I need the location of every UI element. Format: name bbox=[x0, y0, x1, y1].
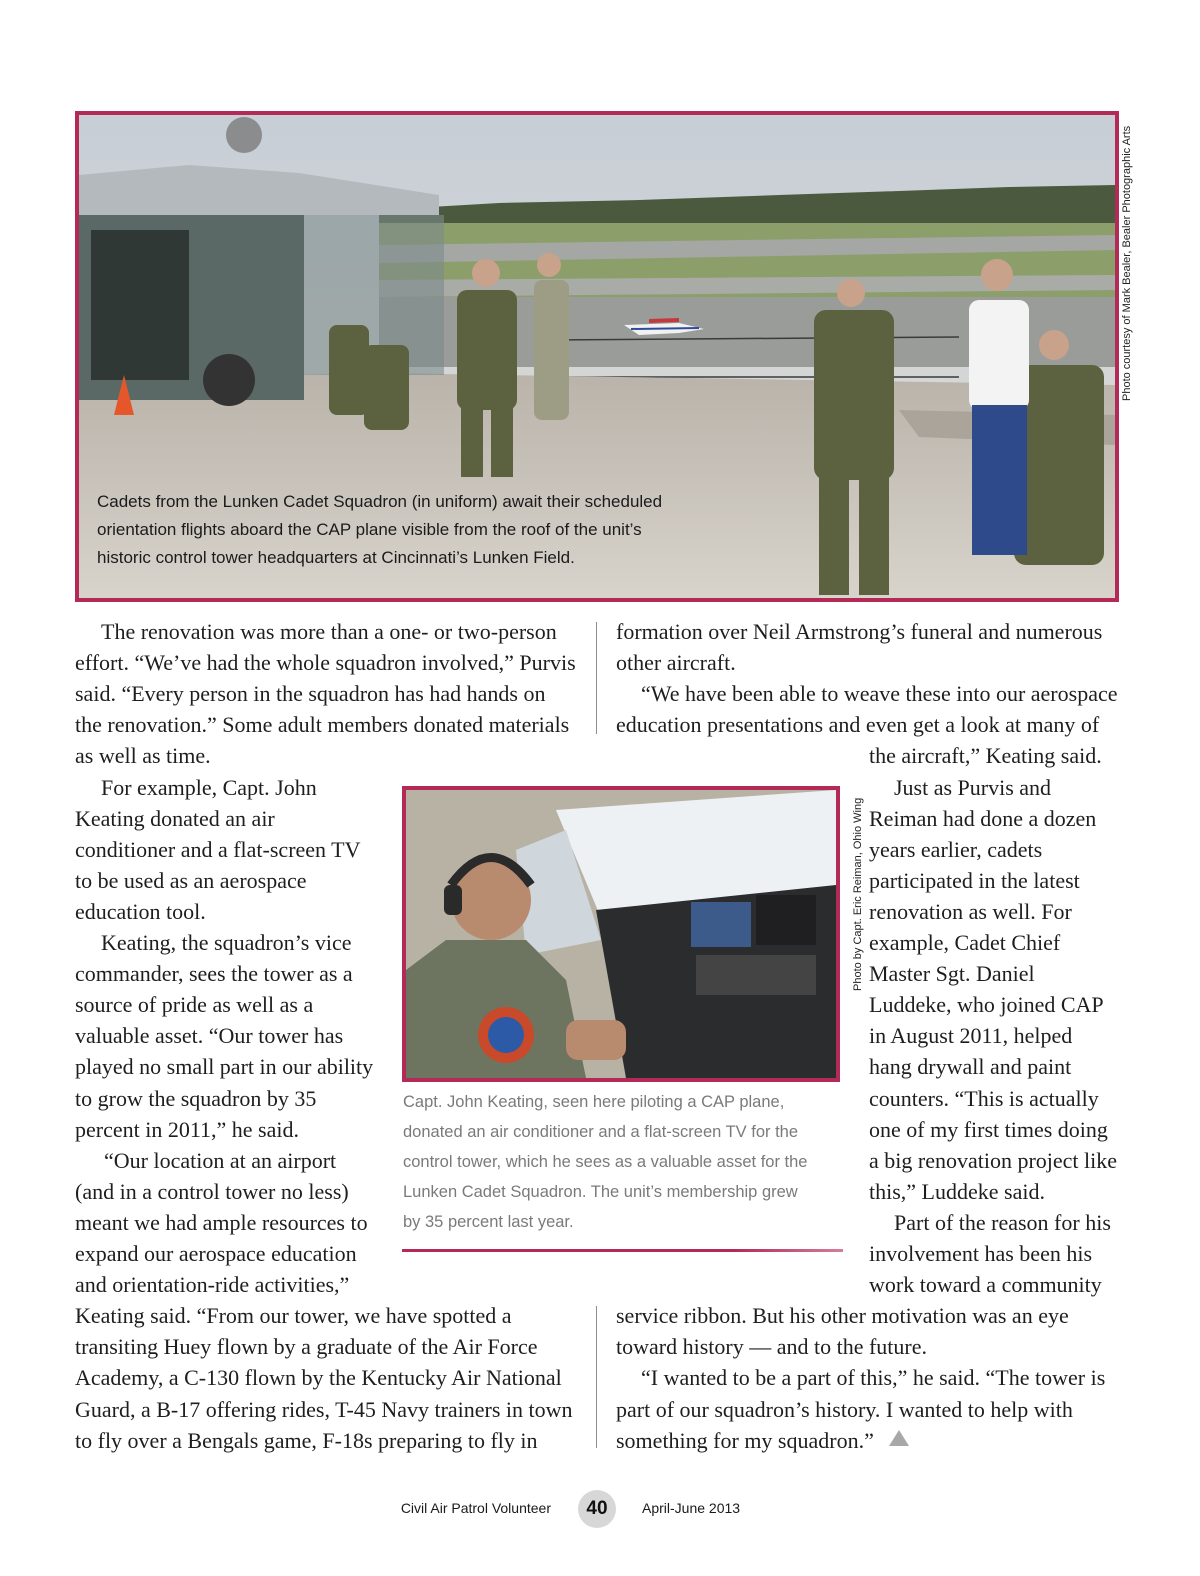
body-line: Keating said. “From our tower, we have spotted a bbox=[75, 1303, 512, 1328]
body-line: Just as Purvis and bbox=[894, 775, 1052, 800]
issue-date: April-June 2013 bbox=[642, 1500, 741, 1516]
body-line: to be used as an aerospace bbox=[75, 868, 307, 893]
publication-name: Civil Air Patrol Volunteer bbox=[400, 1500, 551, 1516]
column-divider bbox=[596, 1306, 597, 1448]
body-line: as well as time. bbox=[75, 743, 211, 768]
body-line: For example, Capt. John bbox=[101, 775, 317, 800]
body-line: toward history — and to the future. bbox=[616, 1334, 927, 1359]
body-line: “Our location at an airport bbox=[104, 1148, 337, 1173]
body-line: Keating donated an air bbox=[75, 806, 275, 831]
body-line: Keating, the squadron’s vice bbox=[101, 930, 352, 955]
body-line: Luddeke, who joined CAP bbox=[869, 992, 1104, 1017]
body-line: Master Sgt. Daniel bbox=[869, 961, 1035, 986]
body-line: renovation as well. For bbox=[869, 899, 1072, 924]
body-line: played no small part in our ability bbox=[75, 1054, 374, 1079]
body-line: percent in 2011,” he said. bbox=[75, 1117, 299, 1142]
body-line: work toward a community bbox=[869, 1272, 1102, 1297]
body-line: hang drywall and paint bbox=[869, 1054, 1072, 1079]
caption-line: by 35 percent last year. bbox=[403, 1213, 574, 1231]
body-line: formation over Neil Armstrong’s funeral and numerous bbox=[616, 619, 1103, 644]
inset-photo bbox=[402, 786, 840, 1082]
inset-photo-credit: Photo by Capt. Eric Reiman, Ohio Wing bbox=[852, 797, 864, 991]
body-line: “I wanted to be a part of this,” he said. “The tower is bbox=[641, 1365, 1106, 1390]
body-line: this,” Luddeke said. bbox=[869, 1179, 1045, 1204]
body-line: part of our squadron’s history. I wanted to help with bbox=[616, 1397, 1073, 1422]
body-line: The renovation was more than a one- or two-person bbox=[101, 619, 557, 644]
end-of-article-icon bbox=[889, 1430, 909, 1446]
body-line: valuable asset. “Our tower has bbox=[75, 1023, 344, 1048]
body-line: service ribbon. But his other motivation was an eye bbox=[616, 1303, 1069, 1328]
body-line: the renovation.” Some adult members donated materials bbox=[75, 712, 570, 737]
body-line: meant we had ample resources to bbox=[75, 1210, 368, 1235]
body-line: conditioner and a flat-screen TV bbox=[75, 837, 361, 862]
body-line: counters. “This is actually bbox=[869, 1086, 1099, 1111]
body-line: Part of the reason for his bbox=[894, 1210, 1111, 1235]
body-line: something for my squadron.” bbox=[616, 1428, 874, 1453]
caption-rule bbox=[402, 1249, 843, 1252]
body-line: Academy, a C-130 flown by the Kentucky Air National bbox=[75, 1365, 562, 1390]
caption-line: Cadets from the Lunken Cadet Squadron (in uniform) await their scheduled bbox=[97, 492, 663, 511]
body-line: effort. “We’ve had the whole squadron involved,” Purvis bbox=[75, 650, 576, 675]
body-line: involvement has been his bbox=[869, 1241, 1093, 1266]
body-line: in August 2011, helped bbox=[869, 1023, 1073, 1048]
body-line: Reiman had done a dozen bbox=[869, 806, 1097, 831]
body-line: the aircraft,” Keating said. bbox=[869, 743, 1102, 768]
body-line: “We have been able to weave these into our aerospace bbox=[641, 681, 1118, 706]
body-line: (and in a control tower no less) bbox=[75, 1179, 349, 1204]
caption-line: Lunken Cadet Squadron. The unit’s membership grew bbox=[403, 1183, 798, 1201]
column-divider bbox=[596, 622, 597, 734]
top-photo-credit: Photo courtesy of Mark Bealer, Bealer Photographic Arts bbox=[1121, 125, 1133, 401]
body-line: education presentations and even get a look at many of bbox=[616, 712, 1100, 737]
body-line: source of pride as well as a bbox=[75, 992, 314, 1017]
caption-line: control tower, which he sees as a valuable asset for the bbox=[403, 1153, 808, 1171]
body-line: example, Cadet Chief bbox=[869, 930, 1061, 955]
body-line: Guard, a B-17 offering rides, T-45 Navy trainers in town bbox=[75, 1397, 573, 1422]
top-photo-caption bbox=[97, 488, 737, 572]
body-line: years earlier, cadets bbox=[869, 837, 1043, 862]
body-line: and orientation-ride activities,” bbox=[75, 1272, 350, 1297]
body-line: commander, sees the tower as a bbox=[75, 961, 353, 986]
caption-line: orientation flights aboard the CAP plane visible from the roof of the unit’s bbox=[97, 520, 642, 539]
body-line: to grow the squadron by 35 bbox=[75, 1086, 317, 1111]
body-line: transiting Huey flown by a graduate of the Air Force bbox=[75, 1334, 538, 1359]
pilot-cockpit-photo bbox=[406, 790, 836, 1078]
caption-line: historic control tower headquarters at Cincinnati’s Lunken Field. bbox=[97, 548, 575, 567]
body-line: said. “Every person in the squadron has had hands on bbox=[75, 681, 546, 706]
body-line: one of my first times doing bbox=[869, 1117, 1108, 1142]
body-line: participated in the latest bbox=[869, 868, 1080, 893]
caption-line: donated an air conditioner and a flat-screen TV for the bbox=[403, 1123, 799, 1141]
body-line: to fly over a Bengals game, F-18s preparing to fly in bbox=[75, 1428, 538, 1453]
body-line: expand our aerospace education bbox=[75, 1241, 357, 1266]
body-line: a big renovation project like bbox=[869, 1148, 1118, 1173]
page-number: 40 bbox=[578, 1490, 616, 1528]
body-line: other aircraft. bbox=[616, 650, 736, 675]
caption-line: Capt. John Keating, seen here piloting a CAP plane, bbox=[403, 1093, 785, 1111]
body-line: education tool. bbox=[75, 899, 206, 924]
